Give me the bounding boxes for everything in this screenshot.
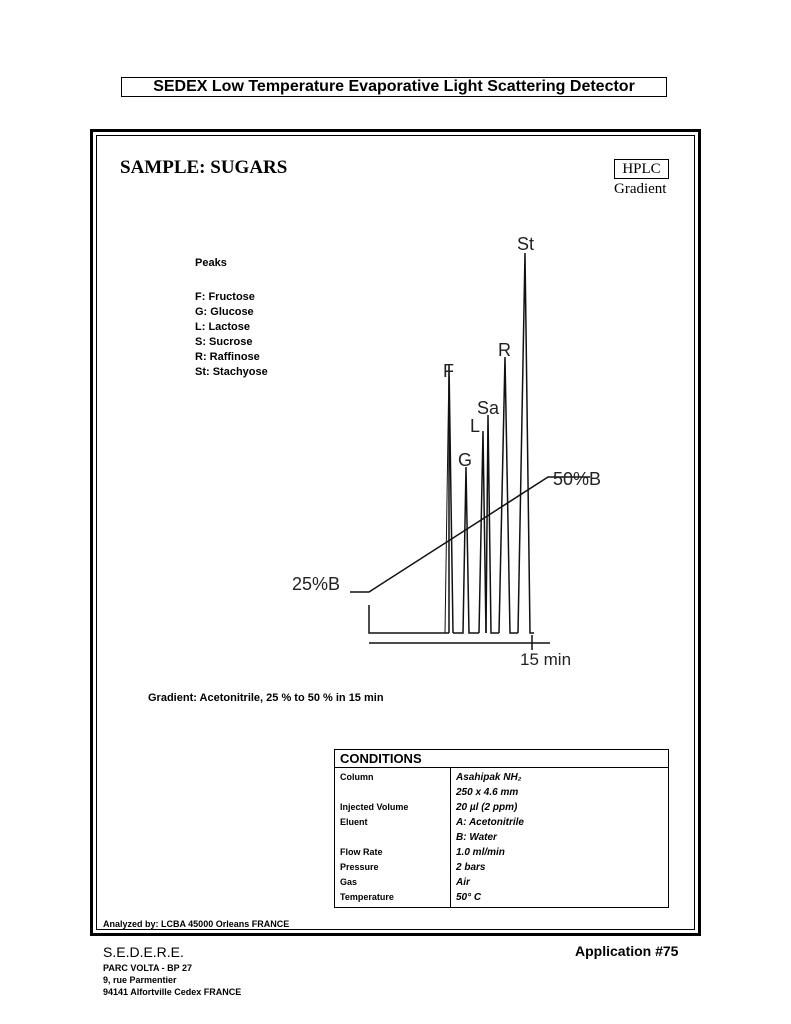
hplc-badge: HPLC — [614, 159, 669, 179]
condition-label: Temperature — [340, 892, 394, 902]
conditions-label-column — [335, 768, 451, 907]
condition-label: Injected Volume — [340, 802, 409, 812]
peak-legend-item: R: Raffinose — [195, 351, 260, 363]
peaks-legend — [195, 290, 268, 380]
peak-legend-item: S: Sucrose — [195, 336, 253, 348]
gradient-start-label: 25%B — [292, 574, 341, 594]
document-title: SEDEX Low Temperature Evaporative Light Scattering Detector — [121, 77, 667, 97]
peak-label-g: G — [458, 450, 473, 470]
peak-f-trace — [449, 365, 453, 633]
gradient-mode-label: Gradient — [614, 181, 667, 197]
condition-value: 250 x 4.6 mm — [456, 787, 519, 798]
condition-label: Column — [340, 772, 374, 782]
condition-label: Eluent — [340, 817, 368, 827]
sample-title: SAMPLE: SUGARS — [120, 157, 288, 178]
conditions-value-column — [451, 768, 668, 907]
peak-label-sa: Sa — [477, 398, 500, 418]
address-line: 94141 Alfortville Cedex FRANCE — [103, 987, 242, 997]
peaks-heading: Peaks — [195, 257, 227, 269]
chromatogram-baseline — [369, 605, 449, 633]
peak-legend-item: G: Glucose — [195, 306, 254, 318]
analyzed-by-note: Analyzed by: LCBA 45000 Orleans FRANCE — [103, 919, 290, 929]
address-line: 9, rue Parmentier — [103, 975, 177, 985]
application-number: Application #75 — [575, 943, 679, 959]
condition-value: 2 bars — [456, 862, 486, 873]
condition-value: Air — [456, 877, 470, 888]
peak-label-r: R — [498, 340, 511, 360]
peak-l-trace — [479, 431, 486, 633]
condition-label: Pressure — [340, 862, 379, 872]
peak-legend-item: L: Lactose — [195, 321, 251, 333]
condition-value: A: Acetonitrile — [456, 817, 524, 828]
peak-label-st: St — [517, 234, 535, 254]
conditions-title: CONDITIONS — [335, 750, 668, 768]
peak-legend-item: F: Fructose — [195, 291, 255, 303]
condition-value: 1.0 ml/min — [456, 847, 505, 858]
peak-sa-trace — [486, 415, 499, 633]
peak-label-f: F — [443, 361, 454, 381]
condition-label — [340, 830, 450, 845]
gradient-note: Gradient: Acetonitrile, 25 % to 50 % in 15 min — [148, 692, 384, 704]
gradient-ramp-line — [350, 477, 590, 592]
gradient-end-label: 50%B — [553, 469, 602, 489]
condition-label: Gas — [340, 877, 358, 887]
time-axis-label: 15 min — [520, 650, 572, 669]
peak-label-l: L — [470, 416, 481, 436]
chromatogram-figure — [280, 225, 620, 675]
company-name: S.E.D.E.R.E. — [103, 944, 184, 960]
peak-legend-item: St: Stachyose — [195, 366, 268, 378]
condition-label — [340, 785, 450, 800]
peak-st-trace — [518, 253, 534, 633]
address-line: PARC VOLTA - BP 27 — [103, 963, 193, 973]
peak-r-trace — [499, 357, 518, 633]
condition-label: Flow Rate — [340, 847, 383, 857]
conditions-table — [334, 749, 669, 908]
peak-g-trace — [453, 467, 479, 633]
condition-value: 20 µl (2 ppm) — [456, 802, 518, 813]
condition-value: 50° C — [456, 892, 482, 903]
company-address — [103, 962, 241, 998]
condition-value: Asahipak NH₂ — [456, 772, 522, 783]
condition-value: B: Water — [456, 832, 497, 843]
